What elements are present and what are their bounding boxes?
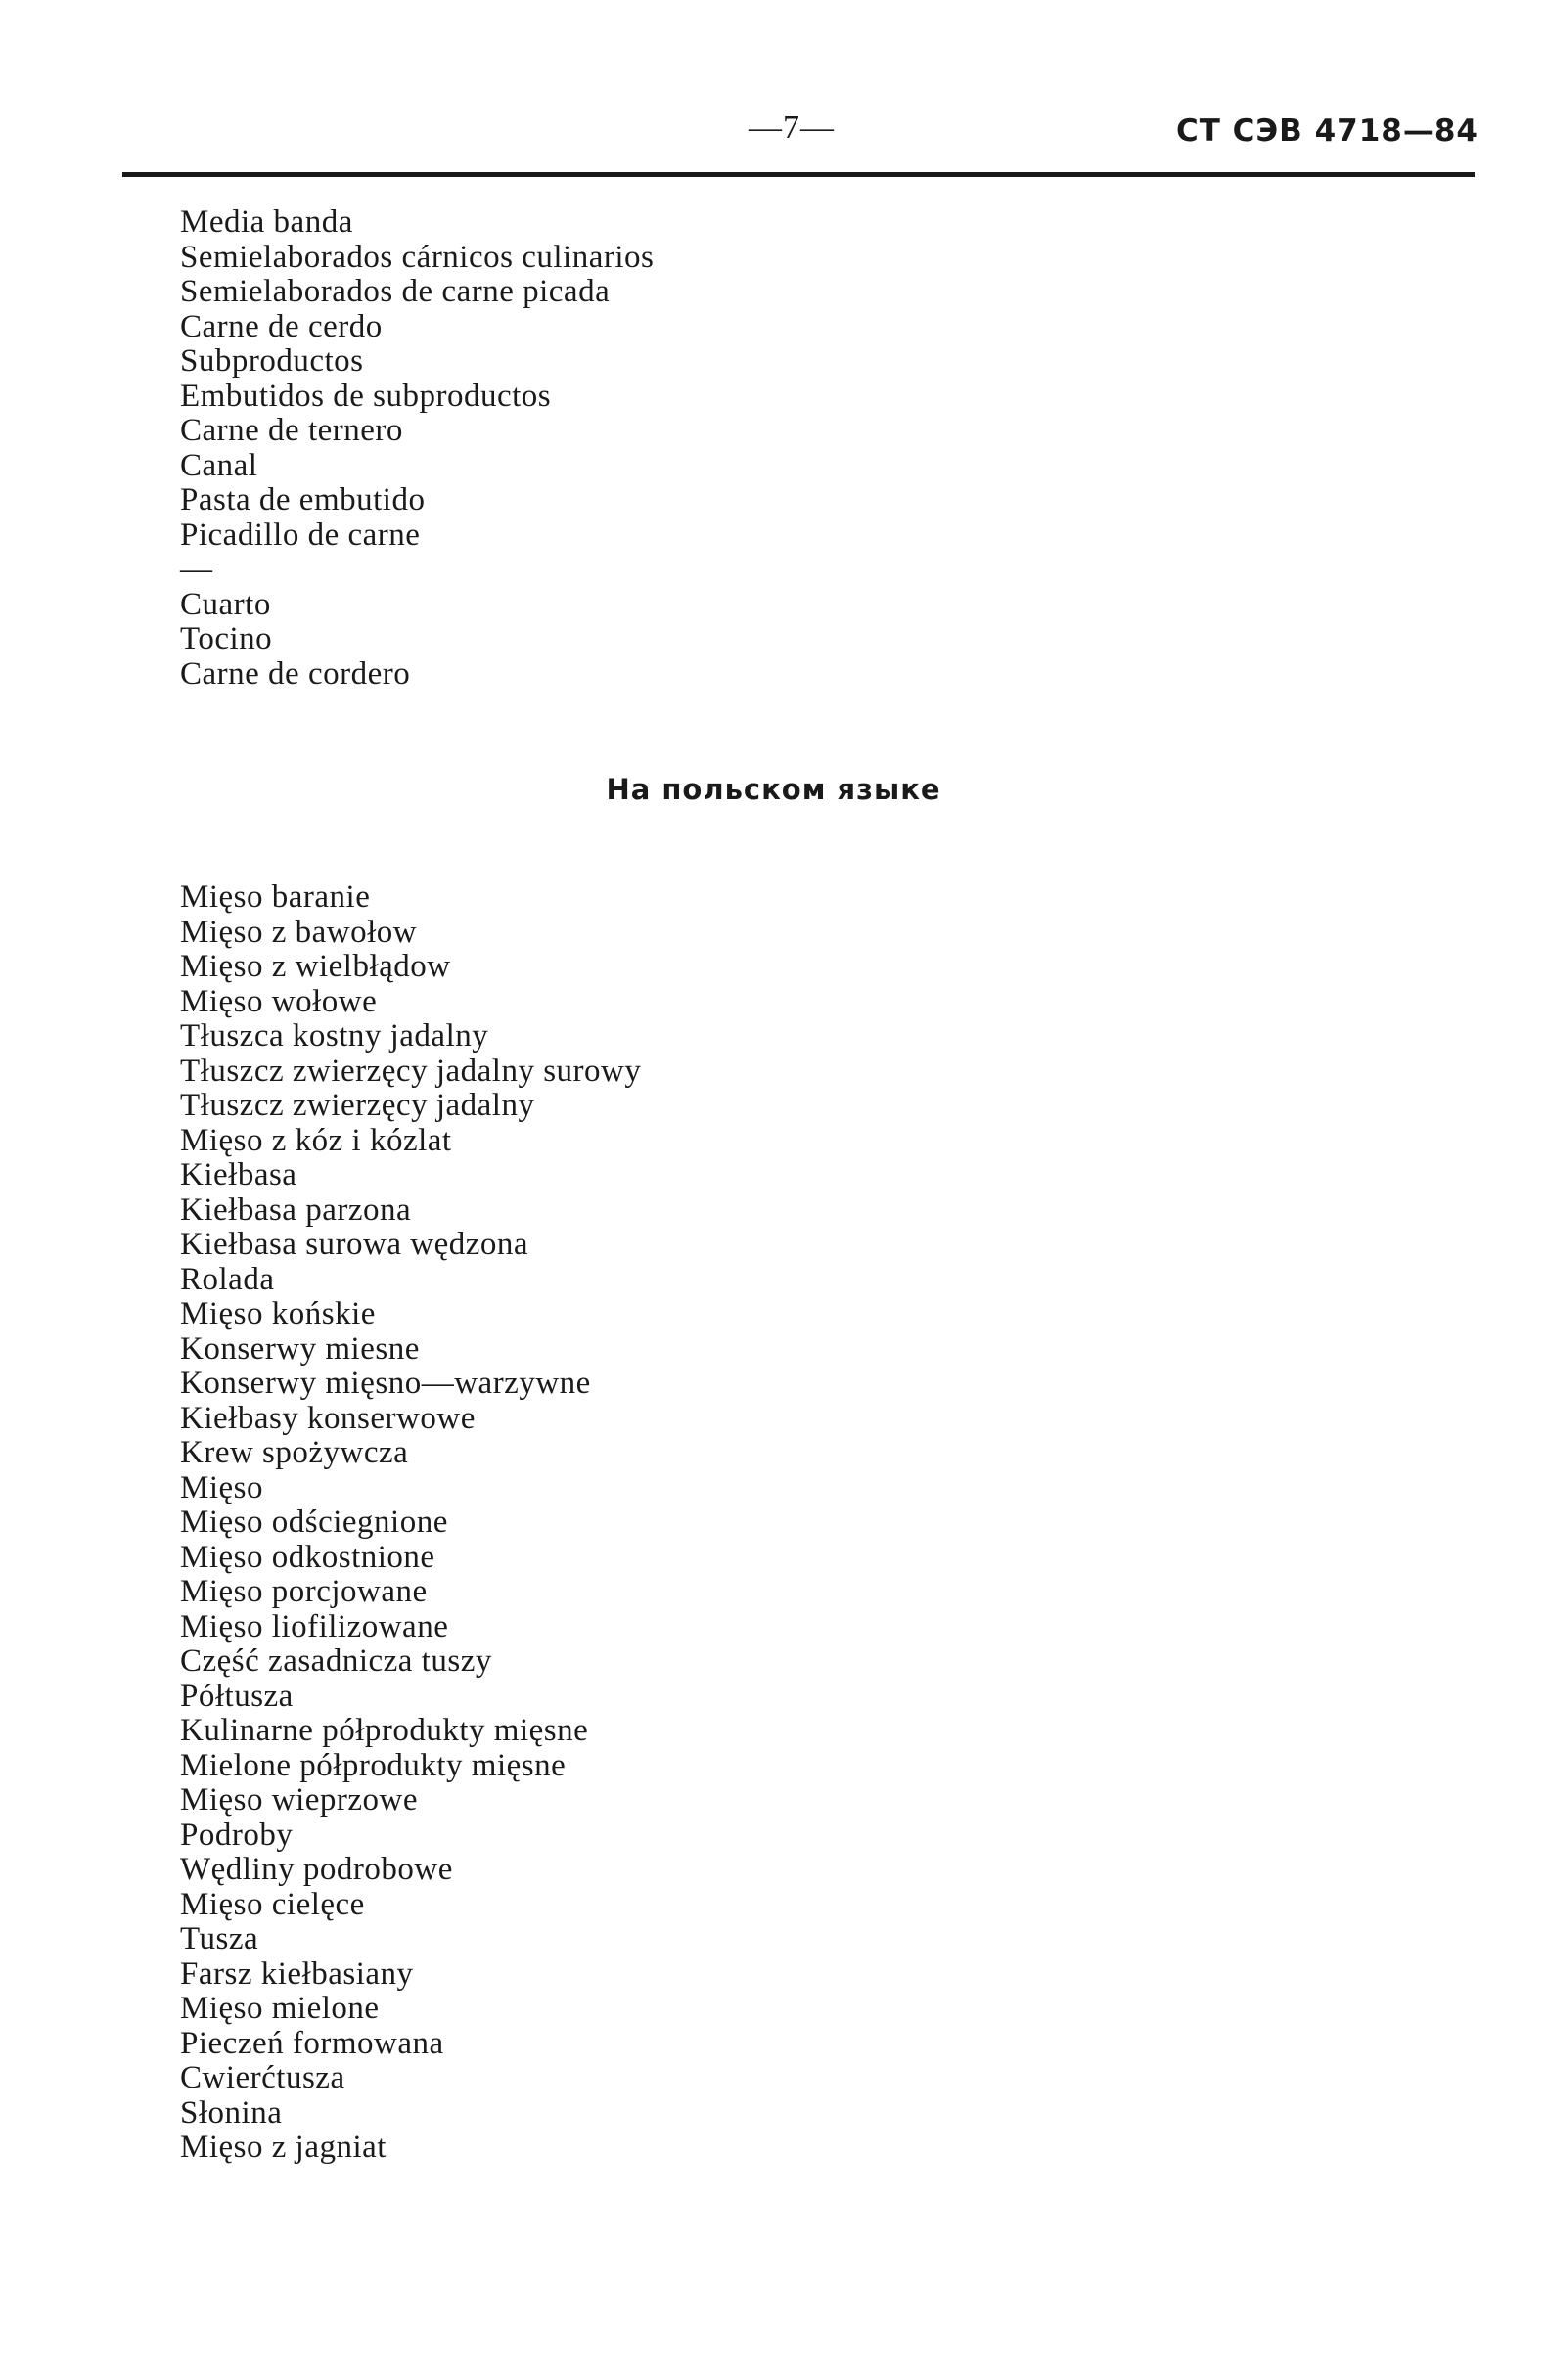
entry-term: Konserwy miesne — [180, 1330, 420, 1367]
entry-term: Rolada — [180, 1261, 275, 1297]
entry-term: Tłuszcz zwierzęcy jadalny — [180, 1088, 535, 1123]
entry-term: Tusza — [180, 1921, 259, 1956]
entry-term: Słonina — [180, 2094, 283, 2131]
entry-term: Mięso porcjowane — [180, 1574, 428, 1609]
entry-term: Wędliny podrobowe — [180, 1852, 453, 1887]
entry-term: Konserwy mięsno—warzywne — [180, 1366, 591, 1401]
section-heading-polish: На польском языке — [606, 773, 941, 806]
entry-term: Mięso baranie — [180, 879, 371, 915]
entry-term: Mięso z bawołow — [180, 914, 418, 950]
entry-term: — — [180, 552, 213, 587]
entry-term: Tłuszcz zwierzęcy jadalny surowy — [180, 1053, 642, 1089]
entry-term: Tocino — [180, 621, 273, 656]
header-rule — [122, 172, 1475, 177]
entry-term: Mięso wieprzowe — [180, 1782, 419, 1818]
entry-term: Tłuszca kostny jadalny — [180, 1018, 489, 1054]
entry-term: Kiełbasa — [180, 1157, 297, 1192]
entry-term: Mięso liofilizowane — [180, 1608, 449, 1644]
entry-term: Kiełbasy konserwowe — [180, 1400, 476, 1436]
entry-term: Mielone półprodukty mięsne — [180, 1747, 567, 1783]
entry-term: Pieczeń formowana — [180, 2025, 444, 2061]
entry-term: Półtusza — [180, 1678, 294, 1714]
entry-term: Mięso odkostnione — [180, 1539, 435, 1575]
entry-term: Mięso odściegnione — [180, 1504, 448, 1540]
entry-term: Carne de cerdo — [180, 308, 383, 344]
entry-term: Embutidos de subproductos — [180, 378, 552, 414]
entry-term: Subproductos — [180, 343, 364, 379]
entry-term: Mięso wołowe — [180, 983, 378, 1019]
entry-term: Picadillo de carne — [180, 516, 421, 553]
entry-term: Semielaborados de carne picada — [180, 274, 611, 309]
entry-term: Mięso — [180, 1469, 263, 1505]
entry-term: Media banda — [180, 204, 353, 240]
entry-term: Podroby — [180, 1817, 294, 1853]
entry-term: Część zasadnicza tuszy — [180, 1643, 492, 1679]
entry-term: Kiełbasa parzona — [180, 1191, 412, 1228]
entry-term: Pasta de embutido — [180, 482, 426, 517]
entry-term: Kiełbasa surowa wędzona — [180, 1227, 529, 1262]
entry-term: Carne de ternero — [180, 413, 403, 448]
entry-term: Mięso końskie — [180, 1296, 376, 1331]
entry-term: Farsz kiełbasiany — [180, 1955, 414, 1992]
entry-term: Semielaborados cárnicos culinarios — [180, 239, 655, 275]
entry-term: Mięso z jagniat — [180, 2130, 387, 2165]
document-code: СТ СЭВ 4718—84 — [1175, 113, 1479, 149]
entry-term: Carne de cordero — [180, 655, 411, 692]
entry-term: Mięso z kóz i kózlat — [180, 1122, 452, 1158]
entry-term: Cuarto — [180, 586, 271, 622]
page-number: —7— — [749, 110, 835, 146]
entry-term: Mięso mielone — [180, 1991, 380, 2026]
page-header — [0, 110, 1547, 158]
entry-term: Krew spożywcza — [180, 1435, 409, 1470]
entry-term: Kulinarne półprodukty mięsne — [180, 1713, 589, 1748]
entry-term: Cwierćtusza — [180, 2060, 345, 2095]
entry-term: Mięso z wielbłądow — [180, 949, 451, 984]
entry-term: Canal — [180, 447, 258, 483]
entry-term: Mięso cielęce — [180, 1886, 365, 1922]
